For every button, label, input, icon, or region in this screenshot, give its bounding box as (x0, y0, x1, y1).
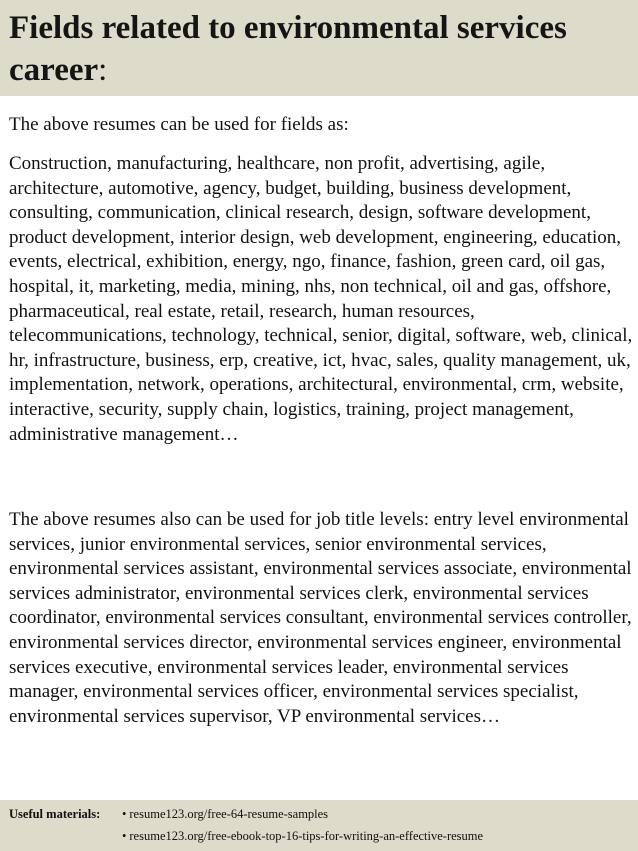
ebook-tips-link[interactable]: resume123.org/free-ebook-top-16-tips-for-writing-an-effective-resume (129, 829, 484, 843)
useful-material-item-1 (122, 806, 328, 823)
useful-materials-label-text: Useful materials (9, 807, 97, 821)
bullet-icon: • (122, 829, 127, 843)
page-title-colon: : (98, 52, 108, 88)
resume-samples-link[interactable]: resume123.org/free-64-resume-samples (129, 807, 329, 821)
job-titles-paragraph: The above resumes also can be used for job title levels: entry level environmental services, junior environmental services, senior environmental services, environmental services assistant, environmental services associate, environmental services administrator, environmental services clerk, environmental services coordinator, environmental services consultant, environmental services controller, environmental services director, environmental services engineer, environmental services executive, environmental services leader, environmental services manager, environmental services officer, environmental services specialist, environmental services supervisor, VP environmental services… (9, 509, 632, 727)
useful-material-item-2 (122, 828, 483, 845)
useful-materials-label (9, 806, 100, 823)
page-title (9, 7, 629, 91)
fields-list-paragraph: Construction, manufacturing, healthcare, non profit, advertising, agile, architecture, automotive, agency, budget, building, business development, consulting, communication, clinical research, design, software development, product development, interior design, web development, engineering, education, events, electrical, exhibition, energy, ngo, finance, fashion, green card, oil gas, hospital, it, marketing, media, mining, nhs, non technical, oil and gas, offshore, pharmaceutical, real estate, retail, research, human resources, telecommunications, technology, technical, senior, digital, software, web, clinical, hr, infrastructure, business, erp, creative, ict, hvac, sales, quality management, uk, implementation, network, operations, architectural, environmental, crm, website, interactive, security, supply chain, logistics, training, project management, administrative management… (9, 153, 633, 445)
page-title-text: Fields related to environmental services career (9, 10, 567, 88)
useful-materials-label-colon: : (96, 807, 101, 821)
intro-text: The above resumes can be used for fields as: (9, 114, 349, 135)
bullet-icon: • (122, 807, 127, 821)
